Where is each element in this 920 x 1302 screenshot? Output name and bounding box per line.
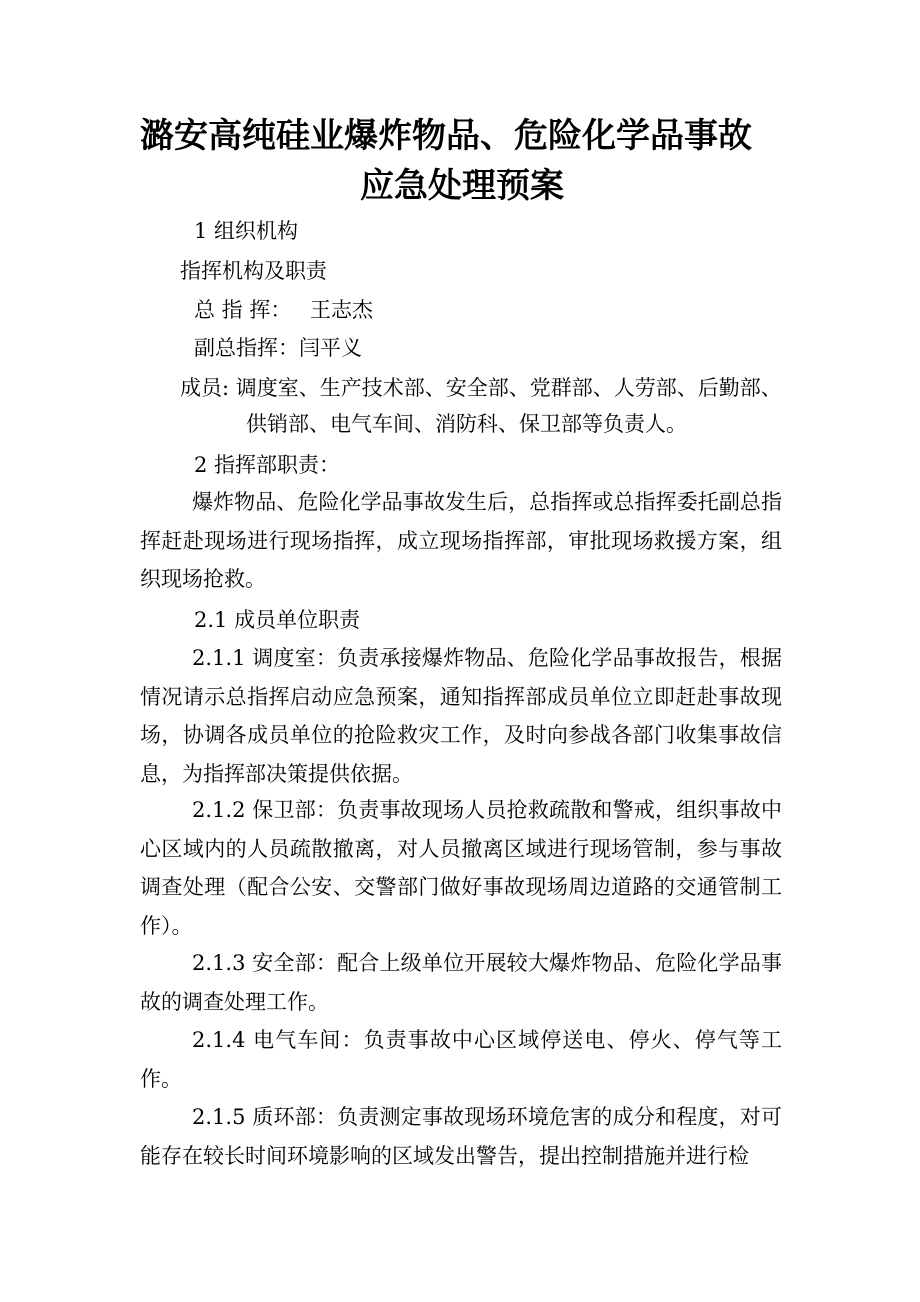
paragraph-2-1-4: 2.1.4 电气车间：负责事故中心区域停送电、停火、停气等工作。 xyxy=(140,1028,782,1091)
deputy-name: 闫平义 xyxy=(299,336,362,360)
document-title-line1: 潞安高纯硅业爆炸物品、危险化学品事故 xyxy=(140,116,752,156)
paragraph-2-1-2: 2.1.2 保卫部：负责事故现场人员抢救疏散和警戒，组织事故中心区域内的人员疏散撤离，对人员撤离区域进行现场管制，参与事故调查处理（配合公安、交警部门做好事故现场周边道路的交通管制工作）。 xyxy=(140,798,782,938)
paragraph-2-1-1: 2.1.1 调度室：负责承接爆炸物品、危险化学品事故报告，根据情况请示总指挥启动应急预案，通知指挥部成员单位立即赶赴事故现场，协调各成员单位的抢险救灾工作，及时向参战各部门收集事故信息，为指挥部决策提供依据。 xyxy=(140,646,782,786)
commander-name: 王志杰 xyxy=(310,298,374,322)
paragraph-2-1-3: 2.1.3 安全部：配合上级单位开展较大爆炸物品、危险化学品事故的调查处理工作。 xyxy=(140,951,782,1014)
section-heading-2-1: 2.1 成员单位职责 xyxy=(194,608,361,632)
members-line1: 调度室、生产技术部、安全部、党群部、人劳部、后勤部、 xyxy=(235,376,782,400)
members-block xyxy=(180,370,782,442)
deputy-row xyxy=(194,335,362,361)
subsection-heading: 指挥机构及职责 xyxy=(180,259,327,283)
section-heading-2: 2 指挥部职责： xyxy=(194,453,341,477)
deputy-label: 副总指挥： xyxy=(194,336,299,360)
section-heading-1: 1 组织机构 xyxy=(194,219,299,243)
members-line2: 供销部、电气车间、消防科、保卫部等负责人。 xyxy=(246,412,687,436)
document-title-line2: 应急处理预案 xyxy=(360,166,564,206)
commander-label: 总 指 挥： xyxy=(194,298,292,322)
members-label: 成员: xyxy=(180,376,230,400)
paragraph-section2: 爆炸物品、危险化学品事故发生后，总指挥或总指挥委托副总指挥赶赴现场进行现场指挥，成立现场指挥部，审批现场救援方案，组织现场抢救。 xyxy=(140,490,782,591)
commander-row xyxy=(194,297,373,323)
paragraph-2-1-5: 2.1.5 质环部：负责测定事故现场环境危害的成分和程度，对可能存在较长时间环境影响的区域发出警告，提出控制措施并进行检 xyxy=(140,1105,782,1168)
